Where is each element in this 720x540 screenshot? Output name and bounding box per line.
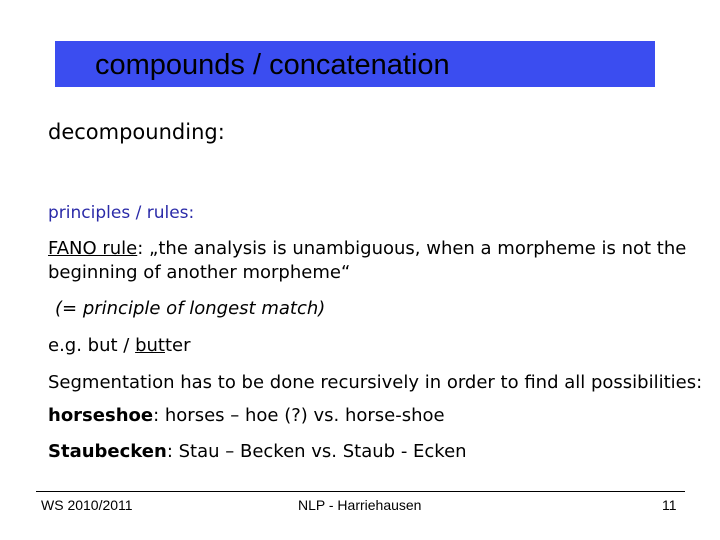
example-line xyxy=(48,335,191,356)
example-prefix: e.g. but / xyxy=(48,335,136,356)
example-but: but xyxy=(135,335,165,356)
horseshoe-term: horseshoe xyxy=(48,405,154,426)
segmentation-line: Segmentation has to be done recursively in order to find all possibilities: xyxy=(48,372,703,393)
footer-semester: WS 2010/2011 xyxy=(41,497,133,513)
longest-match-note: (= principle of longest match) xyxy=(55,298,326,319)
example-ter: ter xyxy=(164,335,191,356)
staubecken-term: Staubecken xyxy=(48,441,167,462)
horseshoe-text: : horses – hoe (?) vs. horse-shoe xyxy=(153,405,445,426)
footer-divider xyxy=(36,491,685,492)
fano-rule-line-1 xyxy=(48,238,686,259)
horseshoe-example xyxy=(48,405,445,426)
principles-heading: principles / rules: xyxy=(48,203,195,223)
fano-rule-line-2: beginning of another morpheme“ xyxy=(48,262,351,283)
slide-title: compounds / concatenation xyxy=(95,49,450,81)
footer-author: NLP - Harriehausen xyxy=(298,497,422,513)
title-bar xyxy=(55,41,655,87)
fano-rule-text: : „the analysis is unambiguous, when a morpheme is not the xyxy=(137,238,687,259)
decompounding-heading: decompounding: xyxy=(48,120,225,144)
staubecken-example xyxy=(48,441,467,462)
footer-page-number: 11 xyxy=(662,497,677,513)
fano-rule-label: FANO rule xyxy=(48,238,138,259)
staubecken-text: : Stau – Becken vs. Staub - Ecken xyxy=(166,441,467,462)
